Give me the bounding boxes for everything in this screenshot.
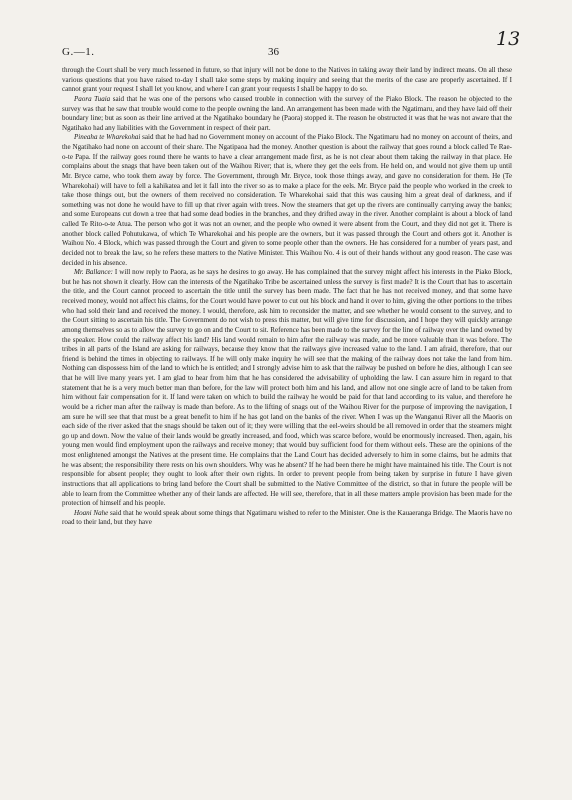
paragraph-text: said that he was one of the persons who caused trouble in connection with the survey of the Piako Block. The reason he objected to the survey was that he saw that trouble would come to the people owning the land. An arrangement has been made with the Ngatimaru, and they have laid off their boundary line; but as soon as their line arrived at the Ngatihako boundary he (Paora) stopped it. The reason he obstructed it was that he was not aware that the Ngatihako had any liabilities with the Government in respect of their part. [62,94,512,132]
paragraph [62,66,512,95]
paragraph-text: said that he would speak about some things that Ngatimaru wished to refer to the Minister. One is the Kauaeranga Bridge. The Maoris have no road to their land, but they have [62,508,512,527]
speaker-name: Pineaha te Wharekohai [74,133,141,142]
speaker-name: Paora Tuaia [74,94,111,103]
paragraph-text: through the Court shall be very much lessened in future, so that injury will not be done to the Natives in taking away their land by indirect means. On all these various questions that you have raised to-day I shall take some steps by making inquiry and seeing that the merits of the case are properly ascertained. If I cannot grant your request I shall let you know, and where I can grant your requests I shall be happy to do so. [62,66,512,94]
speaker-name: Hoani Nahe [74,508,109,517]
paragraph [62,268,512,509]
speaker-name: Mr. Ballance: [74,268,113,277]
paragraph [62,133,512,268]
paragraph-text: I will now reply to Paora, as he says he desires to go away. He has complained that the survey might affect his interests in the Piako Block, but he has not shown it clearly. How can the interests of the Ngatihako Tribe be ascertained unless the survey is first made? It is the Court that has to ascertain the title, and the Court cannot proceed to ascertain the title until the survey has been made. The fact that he has not received money, and that some have received money, would not affect his claims, for the Court would have power to cut out his block and hand it over to him, giving the other portions to the tribes who had sold their land and received the money. I would, therefore, ask him to reconsider the matter, and see whether he would consent to the survey, and to the Court sitting to ascertain his title. The Government do not wish to press this matter, but will give time for discussion, and I hope they will quickly arrange among themselves so as to allow the survey to go on and the Court to sit. Reference has been made to the survey for the line of railway over the land owned by the speaker. How could the railway affect his land? His land would remain to him after the railway was made, and be more valuable than it was before. The tribes in all parts of the Island are asking for railways, because they know that the railways give increased value to the land. I am afraid, therefore, that our friend is behind the times in objecting to railways. If he will only make inquiry he will see that the making of the railway does not take the land from him. Nothing can dispossess him of the land to which he is entitled; and I strongly advise him to ask that the railway be pushed on before he dies, although I can see that he will live many years yet. I am glad to hear from him that he has considered the advisability of upholding the law. I can assure him in regard to that statement that he is a very much better man than before, for the law will protect both him and his land, and allow not one single acre of land to be taken from him without fair compensation for it. If land were taken on which to build the railway he would be paid for that land according to its value, and therefore he would be a richer man after the railway is made than before. As to the lifting of snags out of the Waihou River for the purpose of improving the navigation, I am sure he will see that that must be a great benefit to him if he has got land on the banks of the river. When I was up the Wanganui River all the Maoris on each side of the river asked that the snags should be taken out of it; they were willing that the eel-weirs should be all removed in order that the steamers might go up and down. Now the value of their lands would be greatly increased, and food, which was scarce before, would be enormously increased. Then, again, his young men would find employment upon the railways and receive money; that would buy sufficient food for them without eels. These are the opinions of the most enlightened amongst the Natives at the present time. He complains that the Land Court has decided adversely to him in some claims, but he admits that he was absent; the responsibility there rests on his own shoulders. Why was he absent? If he had been there he might have maintained his title. The Court is not responsible for absent people; they ought to look after their own rights. In order to prevent people from being taken by surprise in future I have given instructions that all applications to bring land before the Court shall be submitted to the Native Committee of the district, so that in future the people will be able to learn from the Committee whether any of their lands are affected. He will see, therefore, that in all these matters ample provision has been made for the protection of himself and his people. [62,268,512,508]
paragraph [62,509,512,528]
paragraph [62,95,512,134]
document-reference: G.—1. [62,46,95,58]
document-body [62,66,512,528]
handwritten-page-number: 13 [496,28,521,50]
page-number: 36 [268,46,279,58]
paragraph-text: said that he had had no Government money on account of the Piako Block. The Ngatimaru had no money on account of theirs, and the Ngatihako had none on account of their share. The Ngatipaoa had the money. Another question is about the railway that goes round a block called Te Rae-o-te Papa. If the railway goes round there he wants to have a clear arrangement made first, as he is not clear about them taking the railway in that place. He complains about the snags that have been taken out of the Waihou River; that is, where they get the eels from. He held on, and would not give them up until Mr. Bryce came, who took them away by force. The Government, through Mr. Bryce, took those things away, and gave no consideration for them. He (Te Wharekohai) will have to fell a kahikatea and let it fall into the river so as to make a place for the eels. Mr. Bryce paid the people who worked in the creek to take those things out, but the owners of them received no consideration. Te Wharekohai said that this was causing him a great deal of darkness, and if something was not done he would have to fill up that river again with trees. Now the steamers that get up the rivers are continually carrying away the banks; and some Europeans cut down a tree that had some dead bodies in the branches, and they drifted away in the river. Another complaint is about a block of land called Te Rito-o-te Atua. The person who got it was not an owner, and the people who owned it were absent from the Court, and they did not get it. There is another block called Pohutukawa, of which Te Wharekohai and his people are the owners, but it was passed through the Court and others got it. Another is Waihou No. 4 Block, which was passed through the Court and given to some people other than the owners. He has considered for a number of years past, and decided not to break the law, so he refers these matters to the Native Minister. This Waihou No. 4 is out of their hands without any good reason. The case was decided in his absence. [62,133,512,267]
